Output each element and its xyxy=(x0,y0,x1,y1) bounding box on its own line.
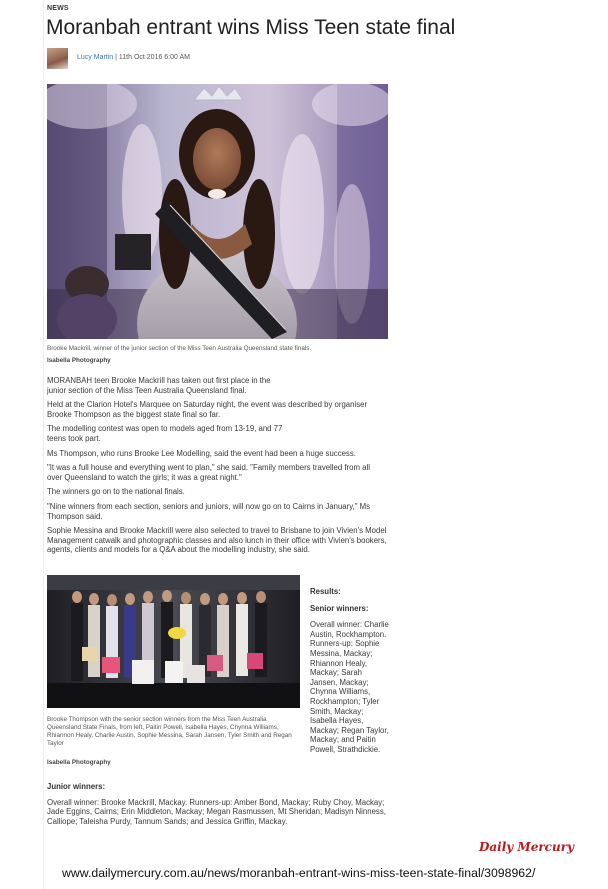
page-edge-rule xyxy=(43,0,44,889)
senior-winners-text: Overall winner: Charlie Austin, Rockhampton. Runners-up: Sophie Messina, Mackay; Rhiannon Healy, Mackay; Sarah Jansen, Mackay; Chynna Williams, Rockhampton; Tyler Smith, Mackay; Isabella Hayes, Mackay; Regan Taylor, Mackay; and Paitin Powell, Strathdickie. xyxy=(310,620,389,754)
paragraph: "It was a full house and everything went to plan," she said. "Family members travelled from all over Queensland to watch the girls; it was a great night." xyxy=(47,463,370,482)
paragraph: Sophie Messina and Brooke Mackrill were also selected to travel to Brisbane to join Vivien's Model Management catwalk and photographic classes and also lunch in their office with Vivien's bookers, agents, clients and models for a Q&A about the modelling industry, she said. xyxy=(47,526,387,555)
junior-heading: Junior winners: xyxy=(47,782,106,791)
results-junior xyxy=(47,782,387,826)
paragraph: Held at the Clarion Hotel's Marquee on Saturday night, the event was described by organiser Brooke Thompson as the biggest state final so far. xyxy=(47,400,368,419)
paragraph: MORANBAH teen Brooke Mackrill has taken out first place in the junior section of the Miss Teen Australia Queensland final. xyxy=(47,376,271,395)
paragraph: The modelling contest was open to models aged from 13-19, and 77 teens took part. xyxy=(47,424,283,443)
publish-date: | 11th Oct 2016 6:00 AM xyxy=(115,54,190,61)
section-label[interactable]: NEWS xyxy=(47,5,69,12)
source-url[interactable]: www.dailymercury.com.au/news/moranbah-entrant-wins-miss-teen-state-final/3098962/ xyxy=(62,866,536,880)
group-photo xyxy=(47,575,300,708)
hero-photo xyxy=(47,84,388,339)
byline xyxy=(77,54,190,61)
author-avatar[interactable] xyxy=(47,48,68,69)
junior-winners-text: Overall winner: Brooke Mackrill, Mackay. Runners-up: Amber Bond, Mackay; Ruby Choy, Mackay; Jade Eggins, Cairns; Erin Middleton, Mackay; Megan Rasmussen, Mt Sheridan; Madisyn Ninness, Calliope; Taleisha Purdy, Tannum Sands; and Jessica Griffin, Mackay. xyxy=(47,797,386,826)
senior-heading: Senior winners: xyxy=(310,603,369,613)
article-headline: Moranbah entrant wins Miss Teen state final xyxy=(46,16,456,39)
paragraph: Ms Thompson, who runs Brooke Lee Modelling, said the event had been a huge success. xyxy=(47,448,356,458)
group-caption: Brooke Thompson with the senior section winners from the Miss Teen Australia Queensland State Finals, from left, Paitin Powell, Isabella Hayes, Chynna Williams, Rhiannon Healy, Charlie Austin, Sophie Messina, Sarah Jansen, Tyler Smith and Regan Taylor xyxy=(47,716,292,747)
results-senior xyxy=(310,587,390,755)
article-body xyxy=(47,376,387,560)
hero-credit: Isabella Photography xyxy=(47,357,111,364)
hero-caption: Brooke Mackrill, winner of the junior section of the Miss Teen Australia Queensland state finals. xyxy=(47,345,312,352)
results-heading: Results: xyxy=(310,587,341,596)
paragraph: The winners go on to the national finals. xyxy=(47,487,185,497)
daily-mercury-logo[interactable]: Daily Mercury xyxy=(478,840,574,854)
author-link[interactable]: Lucy Martin xyxy=(77,54,114,61)
paragraph: "Nine winners from each section, seniors and juniors, will now go on to Cairns in January," Ms Thompson said. xyxy=(47,501,371,521)
group-credit: Isabella Photography xyxy=(47,759,111,766)
